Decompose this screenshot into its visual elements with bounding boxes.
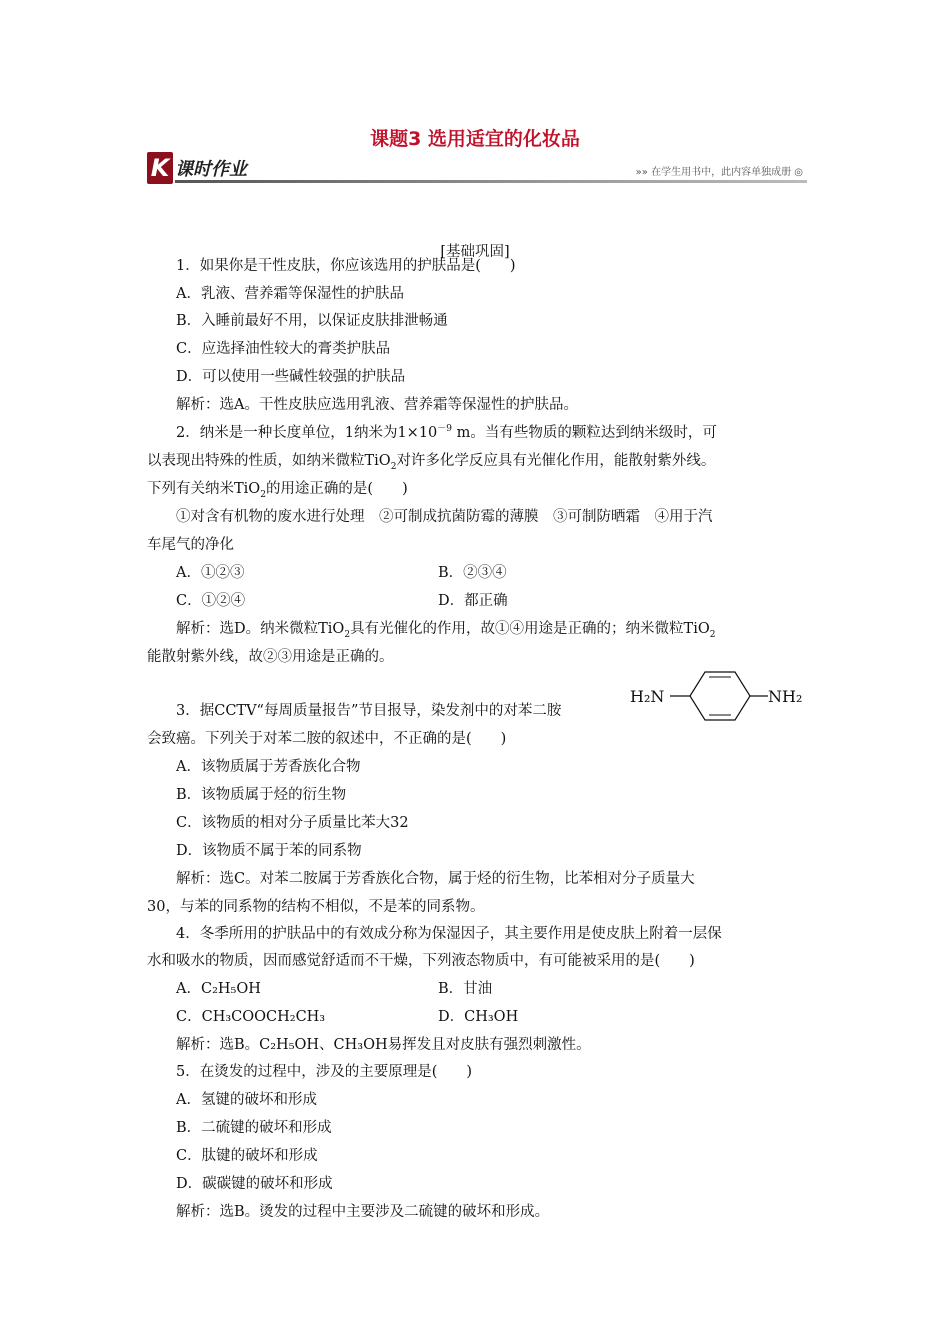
q1-option-b: B．入睡前最好不用，以保证皮肤排泄畅通: [176, 313, 448, 329]
q2-option-b: B．②③④: [438, 565, 507, 581]
q2-option-a: A．①②③: [176, 565, 245, 581]
q3-stem-line1: 3．据CCTV“每周质量报告”节目报导，染发剂中的对苯二胺: [176, 703, 562, 719]
q3-option-b: B．该物质属于烃的衍生物: [176, 787, 347, 803]
homework-banner: [147, 150, 807, 190]
banner-label: 课时作业: [175, 159, 247, 180]
q4-stem-line1: 4．冬季所用的护肤品中的有效成分称为保湿因子，其主要作用是使皮肤上附着一层保: [176, 926, 722, 942]
benzene-ring-diagram: [628, 668, 810, 724]
q2-exponent: －9: [437, 424, 453, 435]
p-phenylenediamine-structure: [628, 668, 810, 724]
q1-stem: 1．如果你是干性皮肤，你应该选用的护肤品是( ): [176, 258, 516, 274]
q4-stem-line2: 水和吸水的物质，因而感觉舒适而不干燥，下列液态物质中，有可能被采用的是( ): [147, 953, 695, 969]
q1-option-d: D．可以使用一些碱性较强的护肤品: [176, 369, 406, 385]
banner-note: »» 在学生用书中，此内容单独成册 ◎: [635, 167, 803, 178]
q2-option-d: D．都正确: [438, 593, 508, 609]
section-heading: [基础巩固]: [440, 244, 510, 260]
q2-answer-line1: [176, 619, 716, 639]
q1-option-c: C．应选择油性较大的膏类护肤品: [176, 341, 391, 357]
q3-option-d: D．该物质不属于苯的同系物: [176, 843, 362, 859]
q3-option-c: C．该物质的相对分子质量比苯大32: [176, 815, 409, 831]
q2-text: 以表现出特殊的性质，如纳米微粒TiO: [147, 453, 391, 469]
q4-option-c: C．CH₃COOCH₂CH₃: [176, 1009, 326, 1025]
q2-items-line2: 车尾气的净化: [147, 537, 234, 553]
q5-answer: 解析：选B。烫发的过程中主要涉及二硫键的破坏和形成。: [176, 1204, 550, 1220]
banner-divider: [175, 180, 807, 183]
q2-text: 对许多化学反应具有光催化作用，能散射紫外线。: [396, 453, 716, 469]
q2-text: 解析：选D。纳米微粒TiO: [176, 621, 345, 637]
q5-option-c: C．肽键的破坏和形成: [176, 1148, 318, 1164]
q4-answer: 解析：选B。C₂H₅OH、CH₃OH易挥发且对皮肤有强烈刺激性。: [176, 1037, 591, 1053]
page-title: 课题3 选用适宜的化妆品: [370, 128, 580, 150]
q3-answer-line2: 30，与苯的同系物的结构不相似，不是苯的同系物。: [147, 899, 485, 915]
q5-option-a: A．氢键的破坏和形成: [176, 1092, 317, 1108]
q2-stem-line2: [147, 451, 715, 471]
q2-answer-line2: 能散射紫外线，故②③用途是正确的。: [147, 649, 394, 665]
q5-option-d: D．碳碳键的破坏和形成: [176, 1176, 333, 1192]
q4-option-b: B．甘油: [438, 981, 493, 997]
q4-option-d: D．CH₃OH: [438, 1009, 519, 1025]
q2-subscript: 2: [390, 461, 397, 472]
q1-option-a: A．乳液、营养霜等保湿性的护肤品: [176, 286, 404, 302]
q3-option-a: A．该物质属于芳香族化合物: [176, 759, 361, 775]
q3-answer-line1: 解析：选C。对苯二胺属于芳香族化合物，属于烃的衍生物，比苯相对分子质量大: [176, 871, 695, 887]
q4-option-a: A．C₂H₅OH: [176, 981, 261, 997]
amine-right-label: NH₂: [768, 687, 803, 706]
amine-left-label: H₂N: [630, 687, 665, 706]
q2-stem-line1: [176, 423, 717, 443]
q2-text: 具有光催化的作用，故①④用途是正确的；纳米微粒TiO: [350, 621, 710, 637]
k-logo-icon: K: [147, 152, 173, 184]
q2-option-c: C．①②④: [176, 593, 246, 609]
q2-items-line1: ①对含有机物的废水进行处理 ②可制成抗菌防霉的薄膜 ③可制防晒霜 ④用于汽: [176, 509, 713, 525]
q2-stem-line3: [147, 479, 408, 499]
q2-text: 2．纳米是一种长度单位，1纳米为1×10: [176, 425, 438, 441]
q2-text: 的用途正确的是( ): [265, 481, 408, 497]
q2-subscript: 2: [260, 489, 266, 500]
q2-text: m。当有些物质的颗粒达到纳米级时，可: [452, 425, 717, 441]
q5-option-b: B．二硫键的破坏和形成: [176, 1120, 332, 1136]
q2-subscript: 2: [709, 629, 716, 640]
q3-stem-line2: 会致癌。下列关于对苯二胺的叙述中，不正确的是( ): [147, 731, 507, 747]
q5-stem: 5．在烫发的过程中，涉及的主要原理是( ): [176, 1064, 473, 1080]
q1-answer: 解析：选A。干性皮肤应选用乳液、营养霜等保湿性的护肤品。: [176, 397, 578, 413]
q2-text: 下列有关纳米TiO: [147, 481, 261, 497]
q2-subscript: 2: [344, 629, 351, 640]
